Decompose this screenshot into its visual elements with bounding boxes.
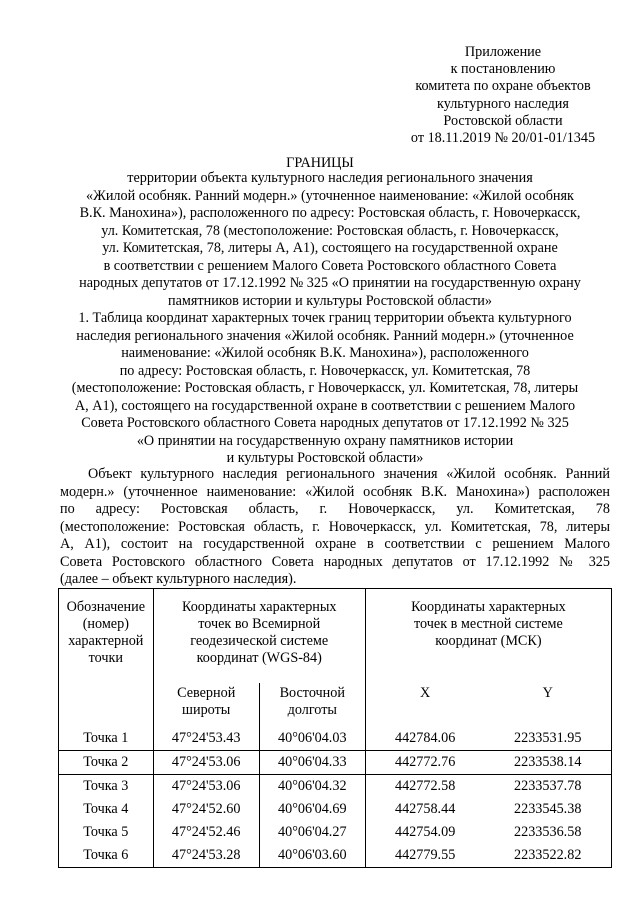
cell-longitude: 40°06'04.32 [259, 775, 365, 799]
cell-y: 2233537.78 [484, 775, 611, 799]
paragraph-line: Совета Ростовского областного Совета народных депутатов от 17.12.1992 № 325 [60, 553, 610, 570]
cell-longitude: 40°06'03.60 [259, 844, 365, 868]
header-text: широты [182, 702, 231, 718]
subtitle-line: В.К. Манохина»), расположенного по адресу: Ростовская область, г. Новочеркасск, [79, 205, 581, 221]
subtitle-line: ул. Комитетская, 78, литеры А, А1), состоящего на государственной охране [102, 240, 558, 256]
paragraph-line: Объект культурного наследия регионального значения «Жилой особняк. Ранний [88, 466, 610, 482]
section-line: (местоположение: Ростовская область, г Новочеркасск, ул. Комитетская, 78, литеры [71, 380, 579, 396]
section-line: Совета Ростовского областного Совета народных депутатов от 17.12.1992 № 325 [81, 415, 569, 431]
header-text: Северной [177, 685, 236, 701]
cell-point: Точка 4 [59, 798, 154, 821]
cell-latitude: 47°24'52.60 [153, 798, 259, 821]
header-text: геодезической системе [190, 633, 329, 649]
annex-line: от 18.11.2019 № 20/01-01/1345 [410, 130, 596, 147]
subtitle-line: территории объекта культурного наследия регионального значения [127, 170, 533, 186]
cell-y: 2233545.38 [514, 801, 582, 817]
subtitle-line: в соответствии с решением Малого Совета Ростовского областного Совета [103, 257, 557, 274]
cell-point: Точка 3 [59, 775, 154, 799]
section-line: по адресу: Ростовская область, г. Новочеркасск, ул. Комитетская, 78 [119, 362, 531, 379]
coordinates-table [58, 588, 612, 868]
header-text: Координаты характерных [411, 599, 566, 615]
table-row [59, 751, 612, 775]
document-subtitle [50, 170, 610, 310]
cell-longitude: 40°06'04.69 [259, 798, 365, 821]
section-line: наименование: «Жилой особняк В.К. Манохина»), расположенного [121, 345, 529, 361]
table-row [59, 821, 612, 844]
cell-y: 2233531.95 [514, 730, 582, 746]
table-row [59, 727, 612, 751]
cell-x: 442772.76 [365, 751, 484, 775]
cell-latitude: 47°24'53.28 [153, 844, 259, 868]
header-text: точек во Всемирной [198, 616, 321, 632]
cell-y: 2233538.14 [484, 751, 611, 775]
section-line: 1. Таблица координат характерных точек границ территории объекта культурного [78, 310, 572, 326]
annex-line: культурного наследия [437, 95, 569, 112]
table-row [59, 844, 612, 868]
cell-x: 442758.44 [394, 801, 456, 817]
header-text: характерной [68, 633, 144, 649]
cell-point: Точка 2 [59, 751, 154, 775]
cell-latitude: 47°24'52.46 [153, 821, 259, 844]
annex-line: Приложение [464, 44, 542, 60]
subtitle-line: народных депутатов от 17.12.1992 № 325 «О принятии на государственную охрану [79, 275, 581, 291]
cell-y: 2233522.82 [514, 847, 582, 863]
section-line: «О принятии на государственную охрану памятников истории [136, 432, 514, 449]
cell-point: Точка 6 [59, 844, 154, 868]
cell-latitude: 47°24'53.43 [153, 727, 259, 751]
table-row [59, 775, 612, 799]
cell-x: 442784.06 [394, 730, 456, 746]
section-line: наследия регионального значения «Жилой особняк. Ранний модерн.» (уточненное [76, 327, 574, 344]
paragraph-line: модерн.» (уточненное наименование: «Жилой особняк В.К. Манохина») расположен [60, 483, 610, 500]
header-text: долготы [287, 702, 337, 718]
header-wgs84 [153, 589, 365, 684]
paragraph-line: (местоположение: Ростовская область, г. Новочеркасск, ул. Комитетская, 78, литеры [60, 518, 610, 535]
cell-y: 2233536.58 [514, 824, 582, 840]
paragraph-line: А, А1), состоит на государственной охране в соответствии с решением Малого [60, 536, 610, 552]
paragraph-line: по адресу: Ростовская область, г. Новочеркасск, ул. Комитетская, 78 [60, 501, 610, 517]
cell-x: 442772.58 [365, 775, 484, 799]
cell-x: 442754.09 [394, 824, 456, 840]
annex-line: комитета по охране объектов [415, 78, 591, 95]
header-text: (номер) [82, 616, 129, 632]
cell-x: 442779.55 [394, 847, 456, 863]
cell-point: Точка 5 [59, 821, 154, 844]
header-text: точек в местной системе [414, 616, 563, 632]
cell-latitude: 47°24'53.06 [153, 751, 259, 775]
cell-latitude: 47°24'53.06 [153, 775, 259, 799]
annex-line: к постановлению [450, 61, 556, 78]
header-text: Восточной [279, 685, 345, 701]
section-1-heading [40, 310, 610, 468]
cell-longitude: 40°06'04.03 [259, 727, 365, 751]
header-text: Координаты характерных [181, 599, 337, 615]
header-text: координат (WGS-84) [196, 650, 322, 666]
table-row [59, 798, 612, 821]
subtitle-line: ул. Комитетская, 78 (местоположение: Ростовская область, г. Новочеркасск, [101, 222, 559, 239]
annex-block [398, 44, 608, 147]
header-text: Обозначение [66, 599, 146, 615]
section-line: А, А1), состоящего на государственной охране в соответствии с решением Малого [74, 397, 576, 414]
header-latitude [153, 683, 259, 727]
subtitle-line: «Жилой особняк. Ранний модерн.» (уточненное наименование: «Жилой особняк [86, 187, 574, 204]
section-line: и культуры Ростовской области» [226, 450, 424, 466]
paragraph-line: (далее – объект культурного наследия). [60, 571, 297, 587]
header-y: Y [542, 685, 553, 701]
document-title: ГРАНИЦЫ [286, 155, 354, 171]
header-x: X [420, 685, 431, 701]
body-paragraph [60, 466, 610, 589]
header-text: координат (МСК) [435, 633, 542, 649]
header-msk [365, 589, 611, 684]
cell-longitude: 40°06'04.27 [259, 821, 365, 844]
header-longitude [259, 683, 365, 727]
cell-longitude: 40°06'04.33 [259, 751, 365, 775]
subtitle-line: памятников истории и культуры Ростовской области» [168, 292, 492, 309]
annex-line: Ростовской области [443, 112, 563, 129]
header-point-designation [59, 589, 154, 728]
header-text: точки [88, 650, 123, 666]
cell-point: Точка 1 [59, 727, 154, 751]
table-header-row [59, 589, 612, 684]
